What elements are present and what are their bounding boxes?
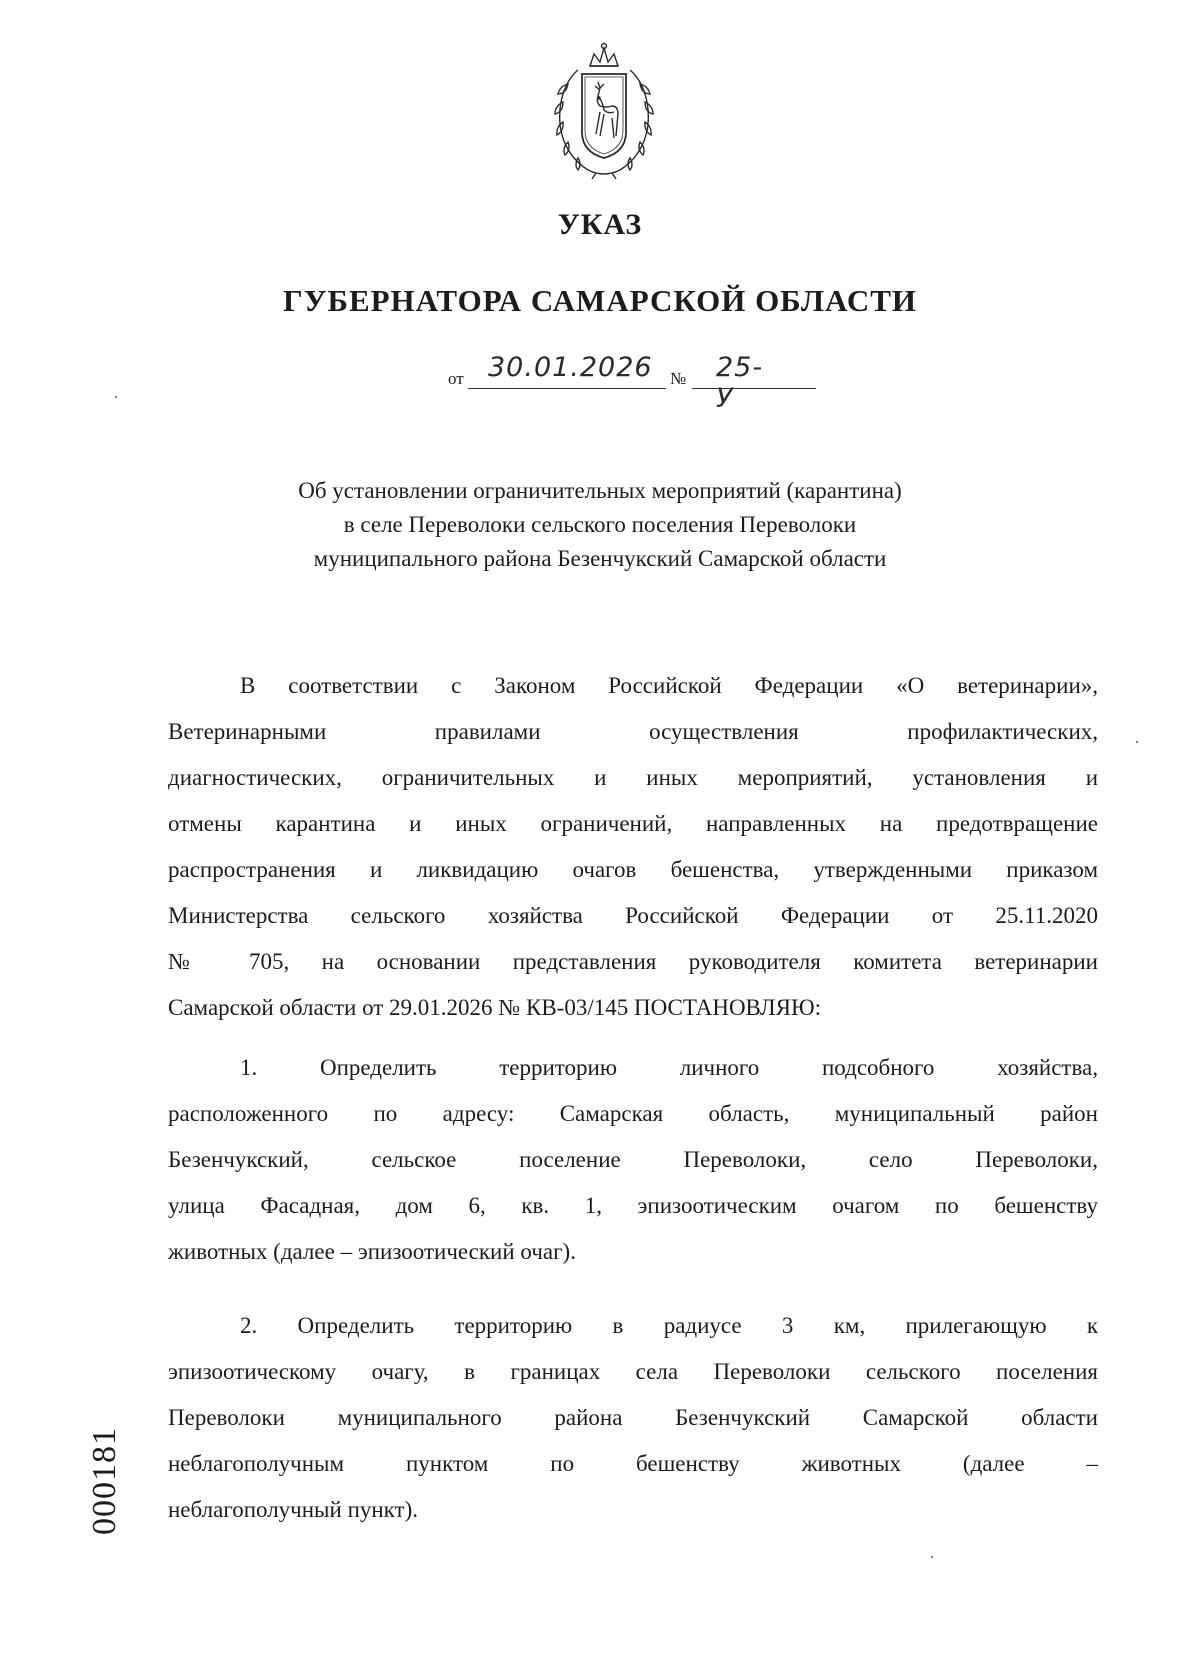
text-line: расположенного по адресу: Самарская область, муниципальный район <box>168 1101 1098 1126</box>
scan-speck <box>931 1556 933 1558</box>
scan-speck <box>1136 741 1138 743</box>
text-line: Самарской области от 29.01.2026 № КВ-03/145 ПОСТАНОВЛЯЮ: <box>168 995 821 1020</box>
text-line: 1. Определить территорию личного подсобного хозяйства, <box>240 1055 1098 1080</box>
subject-line: Об установлении ограничительных мероприятий (карантина) <box>298 478 902 503</box>
clause-2-paragraph <box>168 1303 1098 1533</box>
subject-line: муниципального района Безенчукский Самарской области <box>313 546 887 571</box>
text-line: В соответствии с Законом Российской Федерации «О ветеринарии», <box>240 673 1098 698</box>
number-label: № <box>670 369 687 388</box>
text-line: улица Фасадная, дом 6, кв. 1, эпизоотическим очагом по бешенству <box>168 1193 1098 1218</box>
preamble-paragraph <box>168 663 1098 1031</box>
text-line: 2. Определить территорию в радиусе 3 км, прилегающую к <box>240 1313 1098 1338</box>
margin-serial-number: 000181 <box>86 1427 123 1535</box>
text-line: № 705, на основании представления руководителя комитета ветеринарии <box>168 949 1098 974</box>
issuer-heading: ГУБЕРНАТОРА САМАРСКОЙ ОБЛАСТИ <box>282 283 918 318</box>
text-line: животных (далее – эпизоотический очаг). <box>168 1239 576 1264</box>
handwritten-number: 25-У <box>716 352 764 414</box>
clause-1-paragraph <box>168 1045 1098 1275</box>
text-line: диагностических, ограничительных и иных мероприятий, установления и <box>168 765 1098 790</box>
text-line: неблагополучный пункт). <box>168 1497 419 1522</box>
text-line: Переволоки муниципального района Безенчукский Самарской области <box>168 1405 1098 1430</box>
date-underline <box>468 388 666 389</box>
coat-of-arms-emblem <box>548 40 660 180</box>
text-line: Министерства сельского хозяйства Российской Федерации от 25.11.2020 <box>168 903 1098 928</box>
date-from-label: от <box>448 369 464 388</box>
handwritten-date: 30.01.2026 <box>488 352 653 383</box>
scan-speck <box>115 396 117 398</box>
number-underline <box>692 388 816 389</box>
text-line: эпизоотическому очагу, в границах села Переволоки сельского поселения <box>168 1359 1098 1384</box>
text-line: Ветеринарными правилами осуществления профилактических, <box>168 719 1098 744</box>
subject-line: в селе Переволоки сельского поселения Переволоки <box>343 512 857 537</box>
text-line: отмены карантина и иных ограничений, направленных на предотвращение <box>168 811 1098 836</box>
text-line: Безенчукский, сельское поселение Переволоки, село Переволоки, <box>168 1147 1098 1172</box>
document-type-heading: УКАЗ <box>557 208 643 241</box>
decree-subject <box>0 474 1200 576</box>
text-line: распространения и ликвидацию очагов бешенства, утвержденными приказом <box>168 857 1098 882</box>
text-line: неблагополучным пунктом по бешенству животных (далее – <box>168 1451 1098 1476</box>
